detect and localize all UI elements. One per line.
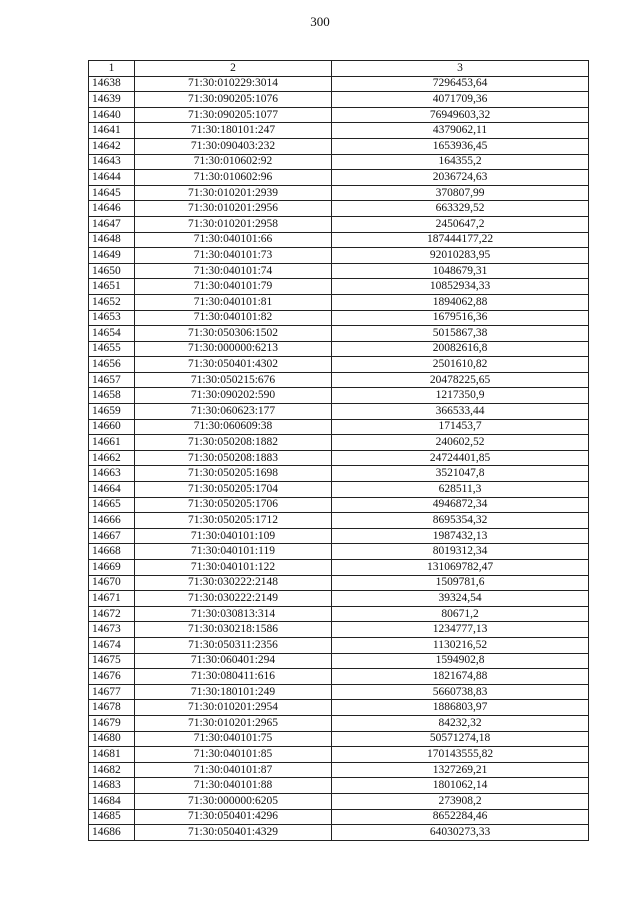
- row-number: 14671: [89, 591, 135, 607]
- row-number: 14669: [89, 560, 135, 576]
- row-number: 14664: [89, 482, 135, 498]
- cadastral-value: 8695354,32: [332, 513, 589, 529]
- cadastral-value: 131069782,47: [332, 560, 589, 576]
- cadastral-number: 71:30:090205:1077: [135, 107, 332, 123]
- header-col-1: 1: [89, 61, 135, 77]
- cadastral-value: 1679516,36: [332, 310, 589, 326]
- row-number: 14644: [89, 170, 135, 186]
- row-number: 14638: [89, 76, 135, 92]
- row-number: 14659: [89, 404, 135, 420]
- row-number: 14665: [89, 497, 135, 513]
- cadastral-number: 71:30:050205:1706: [135, 497, 332, 513]
- cadastral-value: 1048679,31: [332, 263, 589, 279]
- table-row: [89, 154, 589, 170]
- table-row: [89, 778, 589, 794]
- cadastral-value: 3521047,8: [332, 466, 589, 482]
- table-row: [89, 263, 589, 279]
- cadastral-number: 71:30:040101:74: [135, 263, 332, 279]
- row-number: 14683: [89, 778, 135, 794]
- row-number: 14677: [89, 684, 135, 700]
- cadastral-number: 71:30:060401:294: [135, 653, 332, 669]
- cadastral-number: 71:30:050215:676: [135, 372, 332, 388]
- cadastral-value: 1509781,6: [332, 575, 589, 591]
- cadastral-value: 4071709,36: [332, 92, 589, 108]
- cadastral-number: 71:30:010602:96: [135, 170, 332, 186]
- row-number: 14684: [89, 793, 135, 809]
- cadastral-number: 71:30:090403:232: [135, 138, 332, 154]
- table-row: [89, 201, 589, 217]
- cadastral-value: 170143555,82: [332, 747, 589, 763]
- table-row: [89, 341, 589, 357]
- cadastral-number: 71:30:090205:1076: [135, 92, 332, 108]
- cadastral-number: 71:30:010602:92: [135, 154, 332, 170]
- cadastral-value: 628511,3: [332, 482, 589, 498]
- row-number: 14648: [89, 232, 135, 248]
- row-number: 14667: [89, 528, 135, 544]
- cadastral-value: 1886803,97: [332, 700, 589, 716]
- cadastral-number: 71:30:030222:2148: [135, 575, 332, 591]
- cadastral-number: 71:30:050401:4302: [135, 357, 332, 373]
- cadastral-value: 1987432,13: [332, 528, 589, 544]
- cadastral-number: 71:30:060609:38: [135, 419, 332, 435]
- cadastral-value: 80671,2: [332, 606, 589, 622]
- cadastral-value: 370807,99: [332, 185, 589, 201]
- cadastral-number: 71:30:040101:85: [135, 747, 332, 763]
- cadastral-number: 71:30:010201:2958: [135, 216, 332, 232]
- cadastral-value: 5015867,38: [332, 326, 589, 342]
- row-number: 14658: [89, 388, 135, 404]
- cadastral-value: 366533,44: [332, 404, 589, 420]
- cadastral-value: 64030273,33: [332, 825, 589, 841]
- cadastral-number: 71:30:050401:4329: [135, 825, 332, 841]
- row-number: 14649: [89, 248, 135, 264]
- cadastral-number: 71:30:050205:1712: [135, 513, 332, 529]
- table-row: [89, 107, 589, 123]
- table-row: [89, 372, 589, 388]
- cadastral-number: 71:30:010201:2954: [135, 700, 332, 716]
- cadastral-number: 71:30:080411:616: [135, 669, 332, 685]
- table-row: [89, 466, 589, 482]
- cadastral-value: 1130216,52: [332, 637, 589, 653]
- table-row: [89, 575, 589, 591]
- row-number: 14666: [89, 513, 135, 529]
- cadastral-number: 71:30:040101:82: [135, 310, 332, 326]
- cadastral-number: 71:30:030222:2149: [135, 591, 332, 607]
- table-row: [89, 762, 589, 778]
- row-number: 14654: [89, 326, 135, 342]
- table-row: [89, 419, 589, 435]
- registry-table: [88, 60, 589, 841]
- cadastral-value: 76949603,32: [332, 107, 589, 123]
- row-number: 14674: [89, 637, 135, 653]
- row-number: 14682: [89, 762, 135, 778]
- table-row: [89, 138, 589, 154]
- cadastral-number: 71:30:040101:109: [135, 528, 332, 544]
- cadastral-number: 71:30:030813:314: [135, 606, 332, 622]
- cadastral-value: 24724401,85: [332, 450, 589, 466]
- row-number: 14640: [89, 107, 135, 123]
- table-header: [89, 61, 589, 77]
- table-row: [89, 279, 589, 295]
- row-number: 14668: [89, 544, 135, 560]
- row-number: 14639: [89, 92, 135, 108]
- cadastral-value: 50571274,18: [332, 731, 589, 747]
- row-number: 14652: [89, 294, 135, 310]
- row-number: 14686: [89, 825, 135, 841]
- cadastral-number: 71:30:000000:6205: [135, 793, 332, 809]
- cadastral-value: 92010283,95: [332, 248, 589, 264]
- row-number: 14662: [89, 450, 135, 466]
- cadastral-value: 1821674,88: [332, 669, 589, 685]
- cadastral-number: 71:30:010229:3014: [135, 76, 332, 92]
- table-row: [89, 326, 589, 342]
- table-row: [89, 357, 589, 373]
- table-row: [89, 669, 589, 685]
- table-row: [89, 497, 589, 513]
- table-row: [89, 606, 589, 622]
- cadastral-value: 4946872,34: [332, 497, 589, 513]
- cadastral-number: 71:30:040101:122: [135, 560, 332, 576]
- table-row: [89, 123, 589, 139]
- table-row: [89, 92, 589, 108]
- table-row: [89, 232, 589, 248]
- table-row: [89, 653, 589, 669]
- row-number: 14685: [89, 809, 135, 825]
- row-number: 14678: [89, 700, 135, 716]
- cadastral-number: 71:30:000000:6213: [135, 341, 332, 357]
- table-row: [89, 170, 589, 186]
- row-number: 14650: [89, 263, 135, 279]
- row-number: 14645: [89, 185, 135, 201]
- row-number: 14675: [89, 653, 135, 669]
- cadastral-number: 71:30:040101:88: [135, 778, 332, 794]
- cadastral-value: 1234777,13: [332, 622, 589, 638]
- table-row: [89, 450, 589, 466]
- table-row: [89, 637, 589, 653]
- table-row: [89, 513, 589, 529]
- cadastral-value: 1217350,9: [332, 388, 589, 404]
- cadastral-value: 2450647,2: [332, 216, 589, 232]
- cadastral-number: 71:30:050401:4296: [135, 809, 332, 825]
- table-row: [89, 310, 589, 326]
- cadastral-number: 71:30:040101:79: [135, 279, 332, 295]
- table-row: [89, 528, 589, 544]
- cadastral-number: 71:30:010201:2965: [135, 715, 332, 731]
- cadastral-number: 71:30:010201:2939: [135, 185, 332, 201]
- cadastral-value: 10852934,33: [332, 279, 589, 295]
- cadastral-value: 20478225,65: [332, 372, 589, 388]
- cadastral-number: 71:30:060623:177: [135, 404, 332, 420]
- row-number: 14642: [89, 138, 135, 154]
- row-number: 14660: [89, 419, 135, 435]
- row-number: 14673: [89, 622, 135, 638]
- row-number: 14661: [89, 435, 135, 451]
- row-number: 14643: [89, 154, 135, 170]
- row-number: 14663: [89, 466, 135, 482]
- table-row: [89, 435, 589, 451]
- table-row: [89, 809, 589, 825]
- cadastral-value: 39324,54: [332, 591, 589, 607]
- cadastral-value: 8019312,34: [332, 544, 589, 560]
- header-col-3: 3: [332, 61, 589, 77]
- table-body: [89, 76, 589, 840]
- cadastral-number: 71:30:050208:1882: [135, 435, 332, 451]
- header-col-2: 2: [135, 61, 332, 77]
- cadastral-value: 4379062,11: [332, 123, 589, 139]
- row-number: 14653: [89, 310, 135, 326]
- cadastral-value: 2501610,82: [332, 357, 589, 373]
- cadastral-value: 187444177,22: [332, 232, 589, 248]
- cadastral-value: 1801062,14: [332, 778, 589, 794]
- table-row: [89, 388, 589, 404]
- table-row: [89, 482, 589, 498]
- cadastral-value: 1327269,21: [332, 762, 589, 778]
- cadastral-number: 71:30:090202:590: [135, 388, 332, 404]
- row-number: 14655: [89, 341, 135, 357]
- row-number: 14676: [89, 669, 135, 685]
- cadastral-number: 71:30:050208:1883: [135, 450, 332, 466]
- row-number: 14680: [89, 731, 135, 747]
- table-row: [89, 825, 589, 841]
- row-number: 14657: [89, 372, 135, 388]
- table-row: [89, 591, 589, 607]
- cadastral-number: 71:30:050311:2356: [135, 637, 332, 653]
- row-number: 14656: [89, 357, 135, 373]
- cadastral-number: 71:30:010201:2956: [135, 201, 332, 217]
- cadastral-number: 71:30:040101:87: [135, 762, 332, 778]
- cadastral-value: 7296453,64: [332, 76, 589, 92]
- row-number: 14647: [89, 216, 135, 232]
- cadastral-number: 71:30:040101:75: [135, 731, 332, 747]
- row-number: 14646: [89, 201, 135, 217]
- cadastral-value: 663329,52: [332, 201, 589, 217]
- row-number: 14641: [89, 123, 135, 139]
- page-number: 300: [310, 14, 330, 29]
- table-row: [89, 622, 589, 638]
- cadastral-number: 71:30:040101:73: [135, 248, 332, 264]
- cadastral-value: 273908,2: [332, 793, 589, 809]
- cadastral-value: 171453,7: [332, 419, 589, 435]
- cadastral-value: 20082616,8: [332, 341, 589, 357]
- table-row: [89, 404, 589, 420]
- cadastral-value: 1653936,45: [332, 138, 589, 154]
- table-row: [89, 248, 589, 264]
- cadastral-value: 164355,2: [332, 154, 589, 170]
- cadastral-number: 71:30:050205:1698: [135, 466, 332, 482]
- table-row: [89, 715, 589, 731]
- cadastral-number: 71:30:040101:81: [135, 294, 332, 310]
- cadastral-number: 71:30:180101:249: [135, 684, 332, 700]
- row-number: 14681: [89, 747, 135, 763]
- cadastral-value: 2036724,63: [332, 170, 589, 186]
- cadastral-number: 71:30:040101:66: [135, 232, 332, 248]
- cadastral-number: 71:30:040101:119: [135, 544, 332, 560]
- table-row: [89, 560, 589, 576]
- row-number: 14672: [89, 606, 135, 622]
- cadastral-value: 8652284,46: [332, 809, 589, 825]
- row-number: 14670: [89, 575, 135, 591]
- cadastral-number: 71:30:030218:1586: [135, 622, 332, 638]
- table-row: [89, 76, 589, 92]
- cadastral-value: 1594902,8: [332, 653, 589, 669]
- cadastral-value: 84232,32: [332, 715, 589, 731]
- table-row: [89, 747, 589, 763]
- cadastral-number: 71:30:180101:247: [135, 123, 332, 139]
- cadastral-number: 71:30:050306:1502: [135, 326, 332, 342]
- row-number: 14679: [89, 715, 135, 731]
- cadastral-value: 5660738,83: [332, 684, 589, 700]
- header-row: [89, 61, 589, 77]
- table-row: [89, 185, 589, 201]
- table-row: [89, 294, 589, 310]
- table-row: [89, 684, 589, 700]
- table-row: [89, 544, 589, 560]
- table-row: [89, 700, 589, 716]
- cadastral-number: 71:30:050205:1704: [135, 482, 332, 498]
- row-number: 14651: [89, 279, 135, 295]
- table-row: [89, 731, 589, 747]
- cadastral-value: 1894062,88: [332, 294, 589, 310]
- cadastral-value: 240602,52: [332, 435, 589, 451]
- table-row: [89, 793, 589, 809]
- table-row: [89, 216, 589, 232]
